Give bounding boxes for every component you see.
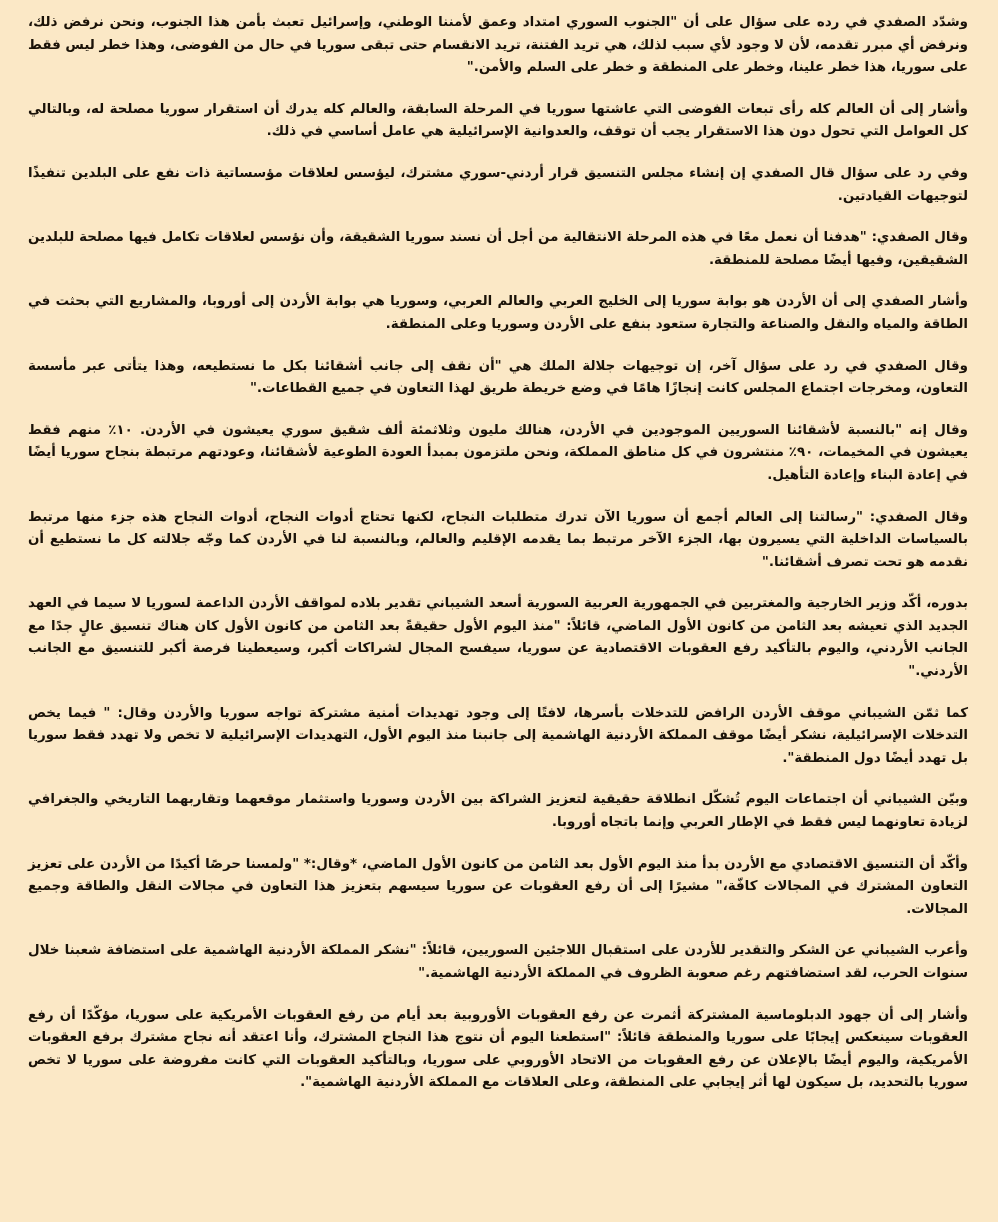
paragraph: وأشار إلى أن العالم كله رأى تبعات الفوضى التي عاشتها سوريا في المرحلة السابقة، والعالم كله يدرك أن استقرار سوريا مصلحة له، وبالتالي كل العوامل التي تحول دون هذا الاستقرار يجب أن توقف، والعدوانية الإسرائيلية هي عامل أساسي في ذلك. — [28, 101, 968, 140]
paragraph: وبيّن الشيباني أن اجتماعات اليوم تُشكّل انطلاقة حقيقية لتعزيز الشراكة بين الأردن وسوريا واستثمار موقعهما وتقاربهما التاريخي والجغرافي لزيادة تعاونهما ليس فقط في الإطار العربي وإنما باتجاه أوروبا. — [28, 792, 968, 831]
paragraph: وقال الصفدي: "هدفنا أن نعمل معًا في هذه المرحلة الانتقالية من أجل أن نسند سوريا الشقيقة، وأن نؤسس لعلاقات تكامل فيها مصلحة للبلدين الشقيقين، وفيها أيضًا مصلحة للمنطقة. — [28, 230, 968, 268]
paragraph: بدوره، أكّد وزير الخارجية والمغتربين في الجمهورية العربية السورية أسعد الشيباني تقدير بلاده لمواقف الأردن الداعمة لسوريا لا سيما في العهد الجديد الذي تعيشه بعد الثامن من كانون الأول الماضي، قائلاً: "منذ اليوم الأول حقيقةً بعد الثامن من كانون الأول كان هناك تنسيق عالٍ جدًا مع الجانب الأردني، واليوم بالتأكيد رفع العقوبات الاقتصادية عن سوريا، سيفسح المجال لشراكات أكبر، وسيعطينا فرصة أكبر للتنسيق مع الجانب الأردني." — [28, 596, 968, 680]
paragraph: وأكّد أن التنسيق الاقتصادي مع الأردن بدأ منذ اليوم الأول بعد الثامن من كانون الأول الماضي، *وقال:* "ولمسنا حرصًا أكيدًا من الأردن على تعزيز التعاون المشترك في المجالات كافّة،" مشيرًا إلى أن رفع العقوبات عن سوريا سيسهم بتعزيز هذا التعاون في مجالات النقل والطاقة وجميع المجالات. — [28, 856, 968, 917]
paragraph: وقال الصفدي في رد على سؤال آخر، إن توجيهات جلالة الملك هي "أن نقف إلى جانب أشقائنا بكل ما نستطيعه، وهذا يتأتى عبر مأسسة التعاون، ومخرجات اجتماع المجلس كانت إنجازًا هامًا في وضع خريطة طريق لهذا التعاون في جميع القطاعات." — [28, 358, 968, 397]
paragraph: وأشار إلى أن جهود الدبلوماسية المشتركة أثمرت عن رفع العقوبات الأوروبية بعد أيام من رفع العقوبات الأمريكية على سوريا، مؤكّدًا أن رفع العقوبات سينعكس إيجابًا على سوريا والمنطقة قائلاً: "استطعنا اليوم أن نتوج هذا النجاح المشترك، وأنا اعتقد أنه نجاح مشترك برفع العقوبات الأمريكية، واليوم أيضًا بالإعلان عن رفع العقوبات من الاتحاد الأوروبي على سوريا، وبالتأكيد العقوبات التي كانت مفروضة على سوريا لا تخص سوريا بالتحديد، بل سيكون لها أثر إيجابي على المنطقة، وعلى العلاقات مع المملكة الأردنية الهاشمية". — [28, 1007, 968, 1091]
paragraph: كما ثمّن الشيباني موقف الأردن الرافض للتدخلات بأسرها، لافتًا إلى وجود تهديدات أمنية مشتركة تواجه سوريا والأردن وقال: " فيما يخص التدخلات الإسرائيلية، نشكر أيضًا موقف المملكة الأردنية الهاشمية إلى جانبنا منذ اليوم الأول، التهديدات الإسرائيلية لا تخص ولا تهدد فقط سوريا بل تهدد أيضًا دول المنطقة". — [28, 705, 968, 766]
paragraph: وفي رد على سؤال قال الصفدي إن إنشاء مجلس التنسيق قرار أردني-سوري مشترك، ليؤسس لعلاقات مؤسساتية ذات نفع على البلدين تنفيذًا لتوجيهات القيادتين. — [28, 165, 968, 204]
paragraph: وشدّد الصفدي في رده على سؤال على أن "الجنوب السوري امتداد وعمق لأمننا الوطني، وإسرائيل تعبث بأمن هذا الجنوب، ونحن نرفض ذلك، ونرفض أي مبرر تقدمه، لأن لا وجود لأي سبب لذلك، هي تريد الفتنة، تريد الانقسام حتى تبقى سوريا في حال من الفوضى، وهذا خطر ليس فقط على سوريا، هذا خطر علينا، وخطر على المنطقة و خطر على السلم والأمن." — [28, 15, 968, 76]
article-body — [28, 12, 968, 1114]
paragraph: وأعرب الشيباني عن الشكر والتقدير للأردن على استقبال اللاجئين السوريين، قائلاً: "نشكر المملكة الأردنية الهاشمية على استضافة شعبنا خلال سنوات الحرب، لقد استضافتهم رغم صعوبة الظروف في المملكة الأردنية الهاشمية." — [28, 943, 968, 981]
paragraph: وأشار الصفدي إلى أن الأردن هو بوابة سوريا إلى الخليج العربي والعالم العربي، وسوريا هي بوابة الأردن إلى أوروبا، والمشاريع التي بحثت في الطاقة والمياه والنقل والصناعة والتجارة ستعود بنفع على الأردن وسوريا وعلى المنطقة. — [28, 294, 968, 332]
paragraph: وقال الصفدي: "رسالتنا إلى العالم أجمع أن سوريا الآن تدرك متطلبات النجاح، لكنها تحتاج أدوات النجاح، أدوات النجاح هذه جزء منها مرتبط بالسياسات الداخلية التي يسيرون بها، الجزء الآخر مرتبط بما يقدمه الإقليم والعالم، وبالنسبة لنا في الأردن كما وجّه جلالته كل ما نستطيع أن نقدمه هو تحت تصرف أشقائنا." — [28, 509, 968, 570]
paragraph: وقال إنه "بالنسبة لأشقائنا السوريين الموجودين في الأردن، هنالك مليون وثلاثمئة ألف شقيق سوري يعيشون في الأردن. ١٠٪ منهم فقط يعيشون في المخيمات، ٩٠٪ منتشرون في كل مناطق المملكة، ونحن ملتزمون بمبدأ العودة الطوعية لأشقائنا، وعودتهم مرتبطة بنجاح سوريا أيضًا في إعادة البناء وإعادة التأهيل. — [28, 422, 968, 483]
